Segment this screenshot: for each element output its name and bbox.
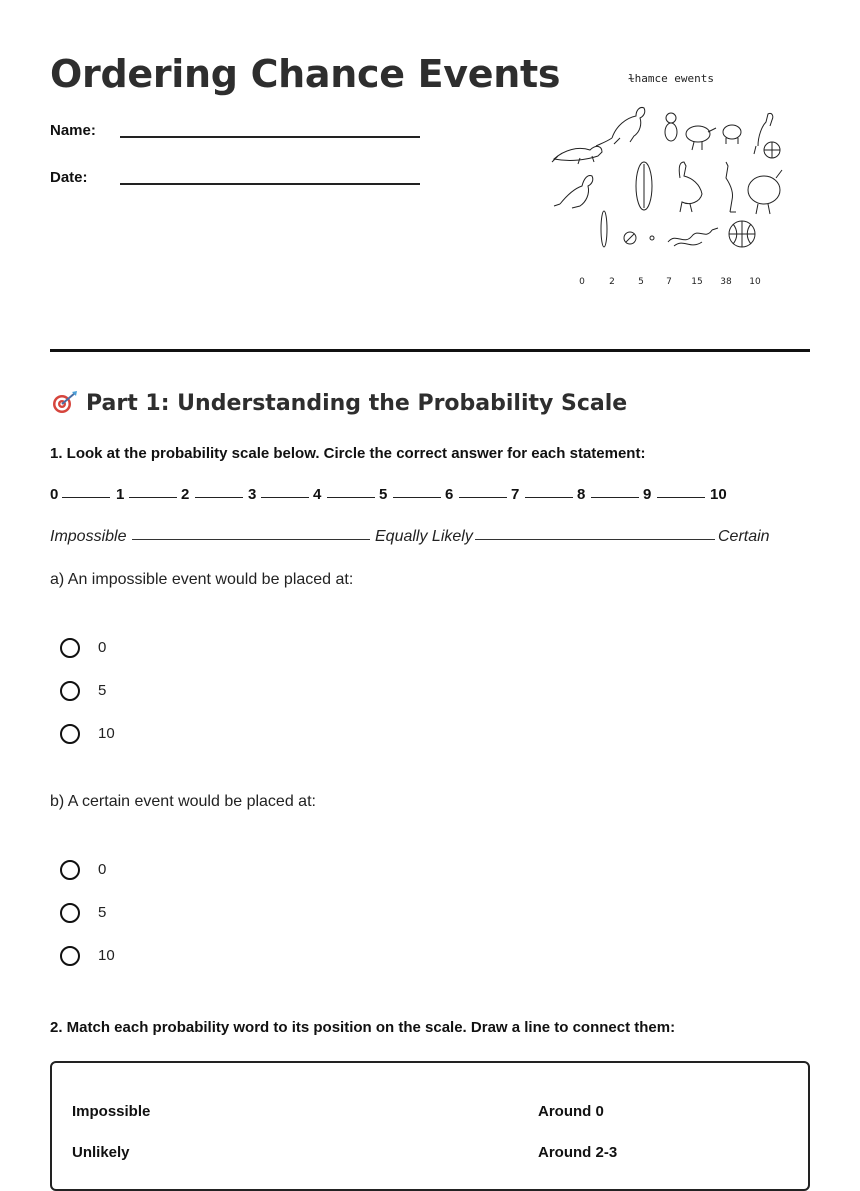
scale-word-dash [475,539,715,540]
scale-dash [261,497,309,498]
option-label: 0 [98,639,107,656]
scale-word-impossible: Impossible [50,528,127,545]
scale-dash [327,497,375,498]
scale-dash [129,497,177,498]
scale-word-dash [132,539,370,540]
header-divider [50,349,810,352]
question-1b-prompt: b) A certain event would be placed at: [50,793,316,810]
option-label: 10 [98,947,115,964]
scale-number: 5 [379,486,388,503]
illustration-number: 38 [720,277,732,287]
illustration-number: 10 [749,277,761,287]
question-1a-prompt: a) An impossible event would be placed at: [50,571,354,588]
scale-number: 8 [577,486,586,503]
scale-word-certain: Certain [718,528,770,545]
page-title: Ordering Chance Events [50,52,561,96]
match-left-item[interactable]: Unlikely [72,1144,130,1161]
match-right-item[interactable]: Around 2-3 [538,1144,618,1161]
scale-number: 2 [181,486,190,503]
date-field [50,169,88,186]
illustration-number-row [579,277,761,287]
question-1-prompt: 1. Look at the probability scale below. Circle the correct answer for each statement: [50,445,646,462]
radio-button[interactable] [60,681,80,701]
illustration-number: 7 [666,277,672,287]
option-label: 0 [98,861,107,878]
scale-dash [195,497,243,498]
question-2-prompt: 2. Match each probability word to its position on the scale. Draw a line to connect them: [50,1019,676,1036]
probability-scale [50,486,750,508]
scale-dash [525,497,573,498]
scale-number: 3 [248,486,257,503]
illustration-number: 5 [638,277,644,287]
scale-number: 4 [313,486,322,503]
scale-number: 6 [445,486,454,503]
illustration-number: 0 [579,277,585,287]
radio-button[interactable] [60,860,80,880]
scale-dash [591,497,639,498]
date-line[interactable] [120,183,420,185]
scale-dash [62,497,110,498]
radio-button[interactable] [60,724,80,744]
radio-button[interactable] [60,638,80,658]
target-dart-icon [50,390,80,414]
radio-button[interactable] [60,903,80,923]
illustration-number: 2 [609,277,615,287]
scale-number: 1 [116,486,125,503]
scale-dash [657,497,705,498]
illustration-caption: ɫhamce ewents [627,72,715,85]
probability-word-scale [50,528,770,550]
scale-number: 10 [710,486,727,503]
option-label: 10 [98,725,115,742]
radio-button[interactable] [60,946,80,966]
match-left-item[interactable]: Impossible [72,1103,151,1120]
date-label: Date: [50,169,88,186]
name-line[interactable] [120,136,420,138]
option-label: 5 [98,904,107,921]
scale-number: 9 [643,486,652,503]
worksheet-page [50,0,810,1161]
scale-number: 0 [50,486,59,503]
scale-dash [459,497,507,498]
name-label: Name: [50,122,96,139]
part1-heading [50,390,627,416]
animal-doodles [552,107,782,247]
part1-heading-text: Part 1: Understanding the Probability Scale [86,391,628,416]
scale-number: 7 [511,486,520,503]
name-field [50,122,96,139]
scale-dash [393,497,441,498]
matching-box [50,1061,810,1191]
option-label: 5 [98,682,107,699]
chance-events-illustration [550,66,790,296]
scale-word-equally-likely: Equally Likely [375,528,473,545]
match-right-item[interactable]: Around 0 [538,1103,604,1120]
illustration-number: 15 [691,277,703,287]
